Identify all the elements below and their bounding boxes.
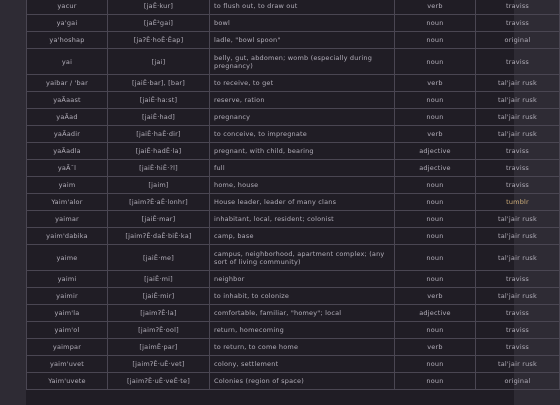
table-row	[27, 75, 560, 92]
pronunciation-cell: [jaimʔÊ·aÊ·lonhr]	[108, 194, 210, 211]
meaning-cell: to inhabit, to colonize	[210, 288, 395, 305]
part-of-speech-cell: noun	[395, 49, 476, 75]
source-cell: tal'jair rusk	[476, 356, 560, 373]
table-row	[27, 322, 560, 339]
word-cell: yaim'ol	[27, 322, 108, 339]
part-of-speech-cell: adjective	[395, 305, 476, 322]
pronunciation-cell: [jai]	[108, 49, 210, 75]
table-row	[27, 373, 560, 390]
pronunciation-cell: [jaiÊ·haÊ·dir]	[108, 126, 210, 143]
table-row	[27, 271, 560, 288]
pronunciation-cell: [jaimʔÊ·uÊ·vet]	[108, 356, 210, 373]
source-cell: traviss	[476, 322, 560, 339]
source-cell: traviss	[476, 49, 560, 75]
source-cell: traviss	[476, 143, 560, 160]
part-of-speech-cell: noun	[395, 92, 476, 109]
meaning-cell: full	[210, 160, 395, 177]
pronunciation-cell: [jaiÊ·hiÊ·?l]	[108, 160, 210, 177]
part-of-speech-cell: noun	[395, 271, 476, 288]
pronunciation-cell: [jaiÊ·mir]	[108, 288, 210, 305]
table-row	[27, 339, 560, 356]
source-cell: tal'jair rusk	[476, 109, 560, 126]
table-row	[27, 143, 560, 160]
part-of-speech-cell: noun	[395, 373, 476, 390]
part-of-speech-cell: adjective	[395, 160, 476, 177]
part-of-speech-cell: verb	[395, 75, 476, 92]
source-cell: traviss	[476, 305, 560, 322]
pronunciation-cell: [jaimÊ·par]	[108, 339, 210, 356]
table-row	[27, 160, 560, 177]
meaning-cell: Colonies (region of space)	[210, 373, 395, 390]
part-of-speech-cell: noun	[395, 356, 476, 373]
table-row	[27, 92, 560, 109]
pronunciation-cell: [jaiÊ·bar], [bar]	[108, 75, 210, 92]
meaning-cell: reserve, ration	[210, 92, 395, 109]
word-cell: yaÃaast	[27, 92, 108, 109]
pronunciation-cell: [jaiÊ·me]	[108, 245, 210, 271]
part-of-speech-cell: adjective	[395, 143, 476, 160]
source-cell: traviss	[476, 177, 560, 194]
table-row	[27, 177, 560, 194]
meaning-cell: belly, gut, abdomen; womb (especially during pregnancy)	[210, 49, 395, 75]
table-row	[27, 211, 560, 228]
meaning-cell: pregnant, with child, bearing	[210, 143, 395, 160]
part-of-speech-cell: verb	[395, 339, 476, 356]
dictionary-table-body	[27, 0, 560, 390]
pronunciation-cell: [jaÊ·kur]	[108, 0, 210, 15]
dictionary-table	[26, 0, 560, 390]
meaning-cell: comfortable, familiar, "homey"; local	[210, 305, 395, 322]
source-cell: traviss	[476, 339, 560, 356]
pronunciation-cell: [jaim]	[108, 177, 210, 194]
part-of-speech-cell: noun	[395, 228, 476, 245]
part-of-speech-cell: verb	[395, 126, 476, 143]
meaning-cell: to return, to come home	[210, 339, 395, 356]
source-cell	[476, 194, 560, 211]
pronunciation-cell: [jaiÊ·had]	[108, 109, 210, 126]
source-cell: original	[476, 32, 560, 49]
word-cell: yaimar	[27, 211, 108, 228]
meaning-cell: bowl	[210, 15, 395, 32]
meaning-cell: camp, base	[210, 228, 395, 245]
word-cell: yaÃadir	[27, 126, 108, 143]
source-cell: traviss	[476, 15, 560, 32]
part-of-speech-cell: noun	[395, 32, 476, 49]
part-of-speech-cell: verb	[395, 288, 476, 305]
word-cell: yaime	[27, 245, 108, 271]
table-row	[27, 49, 560, 75]
source-cell: tal'jair rusk	[476, 288, 560, 305]
dictionary-panel	[26, 0, 537, 405]
source-cell: original	[476, 373, 560, 390]
source-cell: tal'jair rusk	[476, 211, 560, 228]
word-cell: yaÃ¯l	[27, 160, 108, 177]
word-cell: Yaim'uvete	[27, 373, 108, 390]
table-row	[27, 15, 560, 32]
source-cell: tal'jair rusk	[476, 75, 560, 92]
meaning-cell: to flush out, to draw out	[210, 0, 395, 15]
word-cell: ya'hoshap	[27, 32, 108, 49]
pronunciation-cell: [jaiÊ·mar]	[108, 211, 210, 228]
word-cell: yaimir	[27, 288, 108, 305]
source-cell: tal'jair rusk	[476, 245, 560, 271]
pronunciation-cell: [jaimʔÊ·daÊ·biÊ·ka]	[108, 228, 210, 245]
meaning-cell: inhabitant, local, resident; colonist	[210, 211, 395, 228]
meaning-cell: to receive, to get	[210, 75, 395, 92]
word-cell: yai	[27, 49, 108, 75]
table-row	[27, 126, 560, 143]
source-cell: tal'jair rusk	[476, 228, 560, 245]
part-of-speech-cell: noun	[395, 211, 476, 228]
meaning-cell: return, homecoming	[210, 322, 395, 339]
source-cell: traviss	[476, 271, 560, 288]
table-row	[27, 356, 560, 373]
word-cell: yaim	[27, 177, 108, 194]
word-cell: yaim'dabika	[27, 228, 108, 245]
meaning-cell: campus, neighborhood, apartment complex; (any sort of living community)	[210, 245, 395, 271]
meaning-cell: home, house	[210, 177, 395, 194]
word-cell: yaibar / 'bar	[27, 75, 108, 92]
part-of-speech-cell: noun	[395, 109, 476, 126]
meaning-cell: neighbor	[210, 271, 395, 288]
meaning-cell: to conceive, to impregnate	[210, 126, 395, 143]
word-cell: yaÃad	[27, 109, 108, 126]
word-cell: yaimpar	[27, 339, 108, 356]
meaning-cell: colony, settlement	[210, 356, 395, 373]
word-cell: yaimi	[27, 271, 108, 288]
part-of-speech-cell: noun	[395, 15, 476, 32]
word-cell: Yaim'alor	[27, 194, 108, 211]
meaning-cell: ladle, "bowl spoon"	[210, 32, 395, 49]
pronunciation-cell: [jaiÊ·haːst]	[108, 92, 210, 109]
word-cell: yacur	[27, 0, 108, 15]
source-cell: tal'jair rusk	[476, 126, 560, 143]
meaning-cell: pregnancy	[210, 109, 395, 126]
pronunciation-cell: [jaimʔÊ·uÊ·veÊ·te]	[108, 373, 210, 390]
word-cell: yaim'uvet	[27, 356, 108, 373]
source-cell: traviss	[476, 0, 560, 15]
part-of-speech-cell: noun	[395, 194, 476, 211]
table-row	[27, 305, 560, 322]
word-cell: yaim'la	[27, 305, 108, 322]
table-row	[27, 0, 560, 15]
pronunciation-cell: [jaʔÊ·hoÊ·Êap]	[108, 32, 210, 49]
source-cell: tal'jair rusk	[476, 92, 560, 109]
table-row	[27, 245, 560, 271]
pronunciation-cell: [jaimʔÊ·la]	[108, 305, 210, 322]
pronunciation-cell: [jaÊ²gai]	[108, 15, 210, 32]
part-of-speech-cell: verb	[395, 0, 476, 15]
pronunciation-cell: [jaiÊ·mi]	[108, 271, 210, 288]
word-cell: yaÃadla	[27, 143, 108, 160]
source-link[interactable]: tumblr	[506, 198, 529, 206]
part-of-speech-cell: noun	[395, 177, 476, 194]
pronunciation-cell: [jaiÊ·hadÊ·la]	[108, 143, 210, 160]
table-row	[27, 32, 560, 49]
table-row	[27, 228, 560, 245]
source-cell: traviss	[476, 160, 560, 177]
pronunciation-cell: [jaimʔÊ·ool]	[108, 322, 210, 339]
word-cell: ya'gai	[27, 15, 108, 32]
part-of-speech-cell: noun	[395, 322, 476, 339]
table-row	[27, 109, 560, 126]
part-of-speech-cell: noun	[395, 245, 476, 271]
table-row	[27, 194, 560, 211]
meaning-cell: House leader, leader of many clans	[210, 194, 395, 211]
table-row	[27, 288, 560, 305]
